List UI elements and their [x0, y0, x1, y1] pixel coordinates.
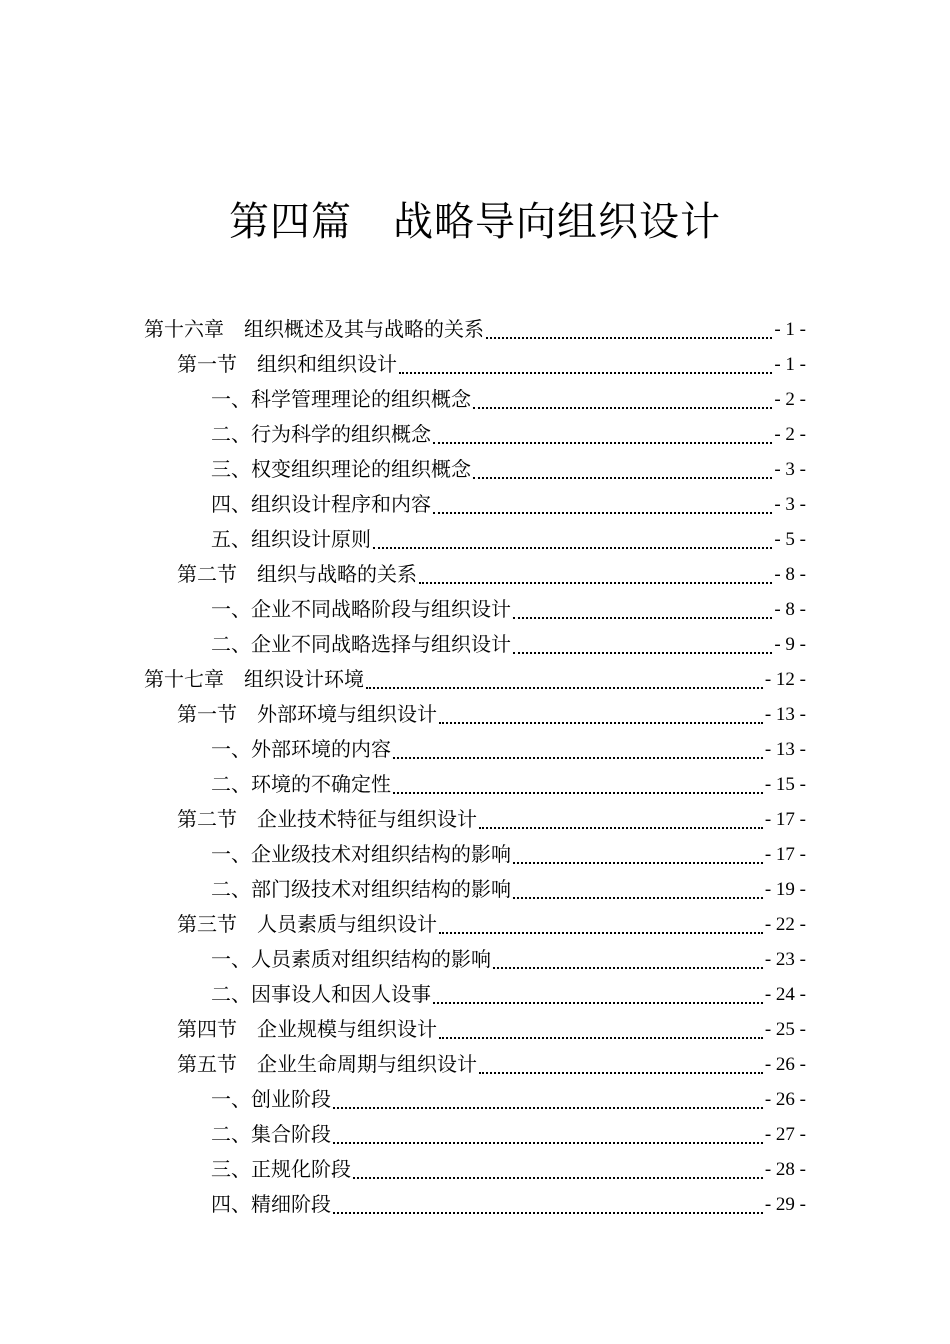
document-title: 第四篇 战略导向组织设计 [229, 199, 721, 245]
toc-entry[interactable] [0, 312, 950, 347]
toc-entry[interactable] [0, 1117, 950, 1152]
toc-dot-leader [439, 932, 763, 934]
toc-entry[interactable] [0, 942, 950, 977]
toc-page-number: - 8 - [774, 599, 806, 620]
toc-entry[interactable] [0, 1082, 950, 1117]
toc-entry-title: 第二节 组织与战略的关系 [177, 562, 417, 586]
toc-dot-leader [333, 1107, 763, 1109]
toc-entry-title: 二、企业不同战略选择与组织设计 [211, 632, 511, 656]
toc-entry-title: 二、集合阶段 [211, 1122, 331, 1146]
toc-dot-leader [366, 687, 763, 689]
toc-page-number: - 8 - [774, 564, 806, 585]
toc-dot-leader [333, 1212, 763, 1214]
toc-dot-leader [433, 1002, 763, 1004]
toc-dot-leader [513, 897, 763, 899]
toc-page-number: - 2 - [774, 389, 806, 410]
toc-page-number: - 25 - [764, 1019, 806, 1040]
toc-dot-leader [513, 617, 772, 619]
toc-dot-leader [513, 652, 772, 654]
toc-dot-leader [486, 337, 772, 339]
toc-entry-title: 第一节 组织和组织设计 [177, 352, 397, 376]
toc-entry-title: 一、人员素质对组织结构的影响 [211, 947, 491, 971]
toc-entry-title: 二、部门级技术对组织结构的影响 [211, 877, 511, 901]
toc-dot-leader [479, 827, 763, 829]
toc-entry[interactable] [0, 1047, 950, 1082]
toc-entry-title: 第二节 企业技术特征与组织设计 [177, 807, 477, 831]
toc-page-number: - 24 - [764, 984, 806, 1005]
toc-entry[interactable] [0, 697, 950, 732]
toc-entry[interactable] [0, 592, 950, 627]
toc-entry[interactable] [0, 487, 950, 522]
toc-entry-title: 四、精细阶段 [211, 1192, 331, 1216]
toc-entry-title: 四、组织设计程序和内容 [211, 492, 431, 516]
toc-dot-leader [493, 967, 763, 969]
toc-entry[interactable] [0, 627, 950, 662]
toc-dot-leader [373, 547, 772, 549]
toc-page-number: - 13 - [764, 739, 806, 760]
toc-dot-leader [393, 792, 763, 794]
toc-dot-leader [353, 1177, 763, 1179]
toc-entry[interactable] [0, 1187, 950, 1222]
toc-dot-leader [419, 582, 772, 584]
toc-entry[interactable] [0, 522, 950, 557]
toc-page-number: - 3 - [774, 494, 806, 515]
toc-entry[interactable] [0, 907, 950, 942]
toc-page-number: - 29 - [764, 1194, 806, 1215]
toc-entry[interactable] [0, 802, 950, 837]
toc-dot-leader [473, 407, 772, 409]
toc-entry-title: 第十七章 组织设计环境 [144, 667, 364, 691]
toc-page-number: - 22 - [764, 914, 806, 935]
toc-dot-leader [513, 862, 763, 864]
toc-entry[interactable] [0, 557, 950, 592]
toc-entry[interactable] [0, 662, 950, 697]
toc-page-number: - 27 - [764, 1124, 806, 1145]
toc-page-number: - 13 - [764, 704, 806, 725]
toc-entry-title: 一、外部环境的内容 [211, 737, 391, 761]
toc-entry[interactable] [0, 977, 950, 1012]
toc-entry-title: 第十六章 组织概述及其与战略的关系 [144, 317, 484, 341]
table-of-contents [0, 312, 950, 1222]
toc-page-number: - 28 - [764, 1159, 806, 1180]
toc-dot-leader [439, 1037, 763, 1039]
toc-dot-leader [433, 512, 772, 514]
toc-entry[interactable] [0, 382, 950, 417]
toc-entry[interactable] [0, 767, 950, 802]
toc-dot-leader [433, 442, 772, 444]
toc-entry[interactable] [0, 347, 950, 382]
toc-entry-title: 五、组织设计原则 [211, 527, 371, 551]
toc-page-number: - 17 - [764, 844, 806, 865]
toc-entry[interactable] [0, 1152, 950, 1187]
toc-entry-title: 三、正规化阶段 [211, 1157, 351, 1181]
toc-page-number: - 5 - [774, 529, 806, 550]
toc-entry-title: 二、行为科学的组织概念 [211, 422, 431, 446]
toc-entry-title: 第三节 人员素质与组织设计 [177, 912, 437, 936]
toc-entry-title: 一、科学管理理论的组织概念 [211, 387, 471, 411]
toc-entry[interactable] [0, 417, 950, 452]
toc-entry-title: 三、权变组织理论的组织概念 [211, 457, 471, 481]
toc-entry-title: 一、创业阶段 [211, 1087, 331, 1111]
toc-dot-leader [393, 757, 763, 759]
toc-page-number: - 26 - [764, 1054, 806, 1075]
toc-entry-title: 第五节 企业生命周期与组织设计 [177, 1052, 477, 1076]
toc-page-number: - 15 - [764, 774, 806, 795]
toc-dot-leader [399, 372, 772, 374]
toc-page-number: - 2 - [774, 424, 806, 445]
toc-page-number: - 19 - [764, 879, 806, 900]
toc-dot-leader [439, 722, 763, 724]
toc-page-number: - 26 - [764, 1089, 806, 1110]
toc-page-number: - 1 - [774, 319, 806, 340]
toc-entry[interactable] [0, 837, 950, 872]
toc-entry-title: 一、企业不同战略阶段与组织设计 [211, 597, 511, 621]
toc-entry-title: 二、因事设人和因人设事 [211, 982, 431, 1006]
toc-entry[interactable] [0, 452, 950, 487]
toc-entry-title: 二、环境的不确定性 [211, 772, 391, 796]
toc-dot-leader [333, 1142, 763, 1144]
toc-page-number: - 23 - [764, 949, 806, 970]
toc-entry[interactable] [0, 1012, 950, 1047]
toc-entry[interactable] [0, 732, 950, 767]
toc-page-number: - 9 - [774, 634, 806, 655]
toc-dot-leader [473, 477, 772, 479]
toc-page-number: - 12 - [764, 669, 806, 690]
toc-page-number: - 1 - [774, 354, 806, 375]
toc-entry-title: 第一节 外部环境与组织设计 [177, 702, 437, 726]
toc-dot-leader [479, 1072, 763, 1074]
toc-entry-title: 第四节 企业规模与组织设计 [177, 1017, 437, 1041]
toc-entry[interactable] [0, 872, 950, 907]
toc-page-number: - 3 - [774, 459, 806, 480]
toc-page-number: - 17 - [764, 809, 806, 830]
toc-entry-title: 一、企业级技术对组织结构的影响 [211, 842, 511, 866]
